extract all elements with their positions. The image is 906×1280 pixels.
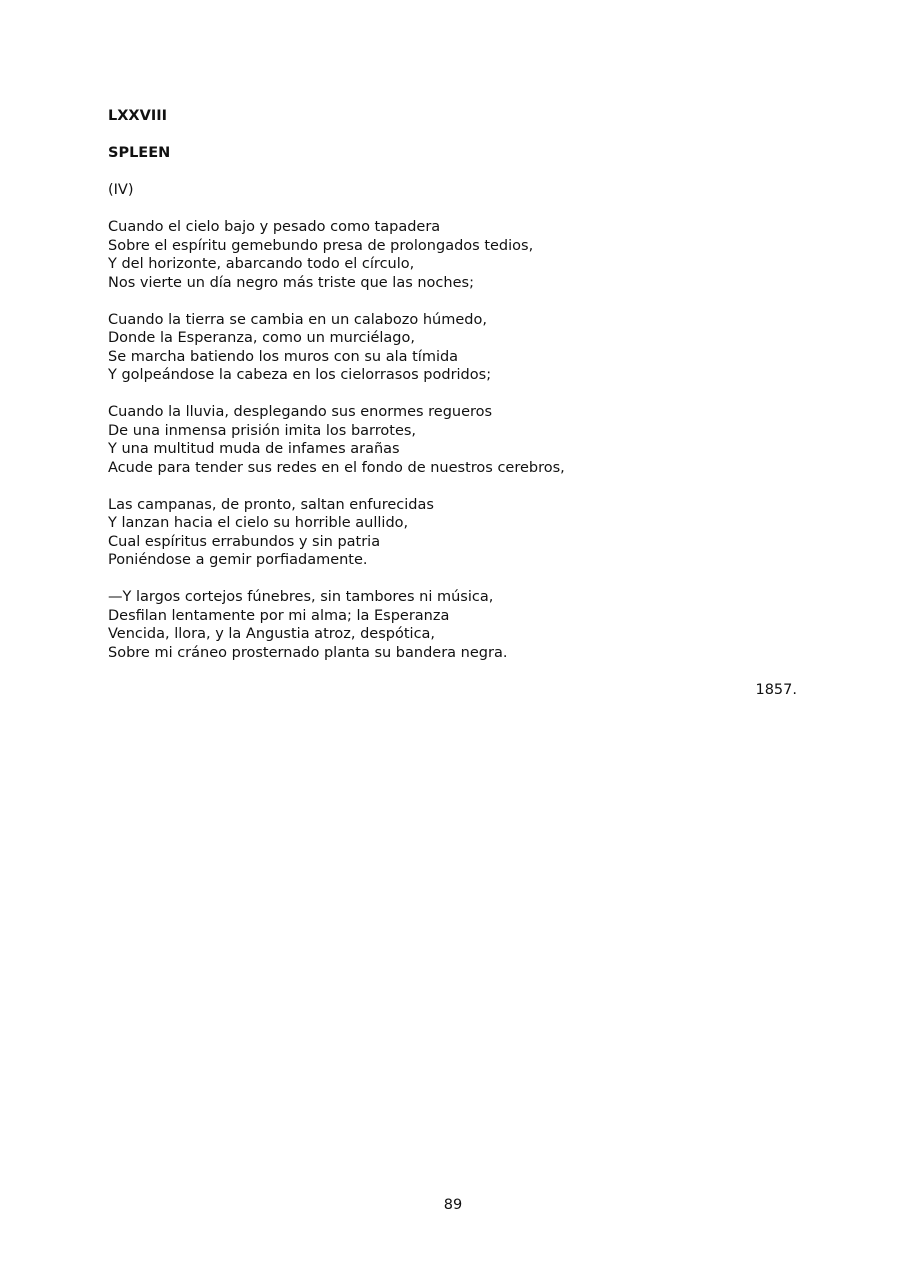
- verse-line: Las campanas, de pronto, saltan enfurecidas: [108, 496, 434, 513]
- stanza-4: [108, 496, 808, 570]
- verse-line: De una inmensa prisión imita los barrotes,: [108, 422, 417, 439]
- verse-line: Sobre mi cráneo prosternado planta su bandera negra.: [108, 644, 508, 661]
- verse-line: Cuando el cielo bajo y pesado como tapadera: [108, 219, 441, 235]
- stanza-5: [108, 588, 808, 662]
- verse-line: Se marcha batiendo los muros con su ala tímida: [108, 348, 459, 365]
- verse-line: Poniéndose a gemir porfiadamente.: [108, 552, 368, 568]
- verse-line: Y lanzan hacia el cielo su horrible aullido,: [108, 515, 409, 531]
- verse-line: Desfilan lentamente por mi alma; la Esperanza: [108, 607, 450, 624]
- stanza-1: [108, 218, 808, 292]
- verse-line: Vencida, llora, y la Angustia atroz, despótica,: [108, 626, 436, 642]
- verse-line: Y golpeándose la cabeza en los cielorrasos podridos;: [108, 367, 492, 383]
- verse-line: —Y largos cortejos fúnebres, sin tambores ni música,: [108, 589, 494, 605]
- poem-subtitle: (IV): [108, 182, 134, 198]
- verse-line: Nos vierte un día negro más triste que las noches;: [108, 274, 474, 291]
- verse-line: Y del horizonte, abarcando todo el círculo,: [108, 256, 415, 272]
- poem-number: LXXVIII: [108, 108, 168, 124]
- verse-line: Acude para tender sus redes en el fondo de nuestros cerebros,: [108, 459, 565, 476]
- verse-line: Cuando la tierra se cambia en un calabozo húmedo,: [108, 311, 487, 328]
- poem-body: [108, 107, 808, 681]
- stanza-3: [108, 403, 808, 477]
- verse-line: Y una multitud muda de infames arañas: [108, 441, 400, 457]
- page-number: 89: [443, 1197, 463, 1213]
- verse-line: Cual espíritus errabundos y sin patria: [108, 533, 381, 550]
- stanza-2: [108, 311, 808, 385]
- verse-line: Donde la Esperanza, como un murciélago,: [108, 330, 415, 346]
- poem-date: 1857.: [755, 682, 797, 698]
- verse-line: Cuando la lluvia, desplegando sus enormes regueros: [108, 404, 493, 420]
- verse-line: Sobre el espíritu gemebundo presa de prolongados tedios,: [108, 237, 534, 254]
- poem-title: SPLEEN: [108, 145, 171, 161]
